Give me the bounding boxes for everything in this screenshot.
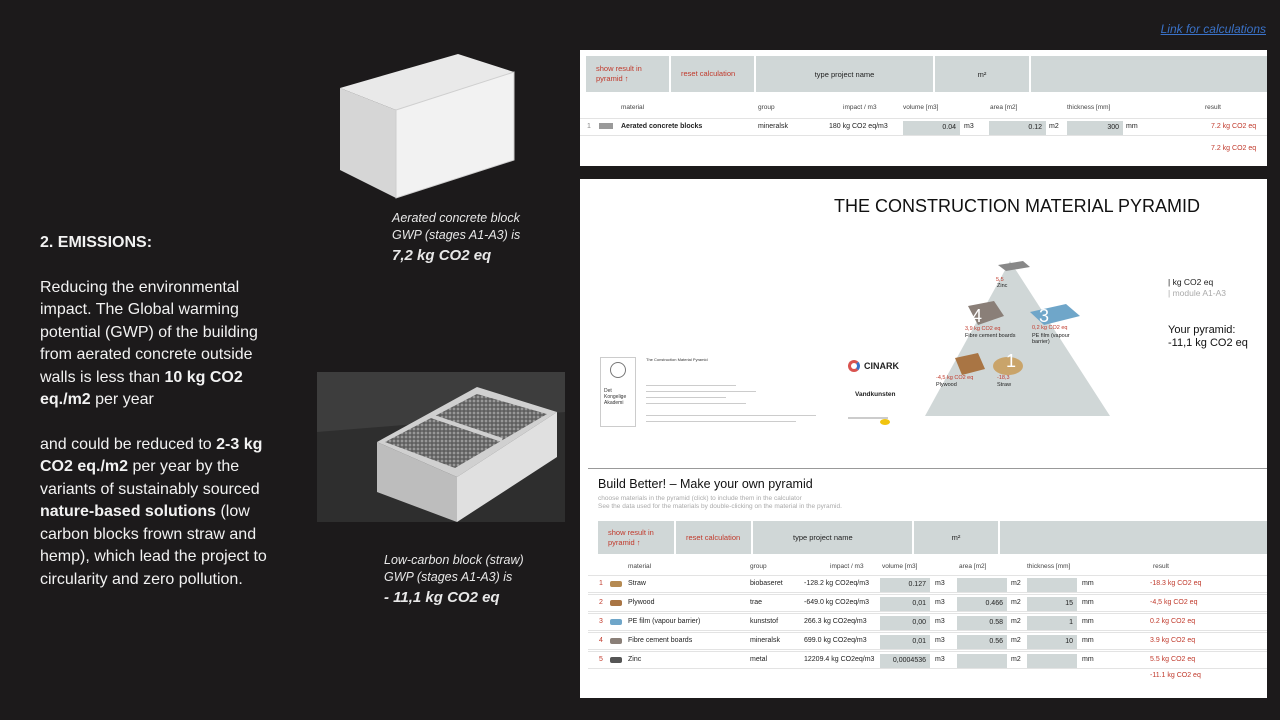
vandkunsten-logo: Vandkunsten <box>855 391 896 398</box>
pyramid-number-3: 3 <box>1039 306 1050 326</box>
area-input[interactable] <box>957 578 1007 592</box>
fibre-cement-label[interactable]: Fibre cement boards <box>965 333 1016 339</box>
straw-label[interactable]: Straw <box>997 382 1012 388</box>
pe-film-label[interactable]: PE film (vapour barrier) <box>1032 333 1070 345</box>
area-input[interactable]: 0.56 <box>957 635 1007 649</box>
material-name[interactable]: Fibre cement boards <box>628 637 693 644</box>
unit-label: m2 <box>1011 580 1021 587</box>
material-pyramid <box>920 259 1115 419</box>
total-result: 7.2 kg CO2 eq <box>1211 145 1257 152</box>
thickness-input[interactable] <box>1027 578 1077 592</box>
straw-block-photo <box>317 372 565 522</box>
table-header: material group impact / m3 volume [m3] area [m2] thickness [mm] result <box>628 563 1169 570</box>
doc-text-line <box>646 421 796 422</box>
material-group: kunststof <box>750 618 779 625</box>
unit-label: m3 <box>935 637 945 644</box>
doc-text-line <box>646 415 816 416</box>
calculator-toolbar <box>598 521 1267 554</box>
unit-label: m2 <box>1011 637 1021 644</box>
paragraph-2: and could be reduced to 2-3 kg CO2 eq./m2 per year by the variants of sustainably sourced nature-based solutions (low carbon blocks frown straw and hemp), which lead the project to circularity and zero pollution. <box>40 435 267 588</box>
unit-display: m² <box>935 56 1029 92</box>
table-row <box>588 651 1267 669</box>
project-name-input[interactable]: type project name <box>756 56 933 92</box>
row-number: 1 <box>599 580 603 587</box>
pyramid-legend: | kg CO2 eq | module A1-A3 <box>1168 277 1226 298</box>
volume-input[interactable]: 0,01 <box>880 597 930 611</box>
row-result: 3.9 kg CO2 eq <box>1150 637 1196 644</box>
academy-document: Det Kongelige Akademi <box>600 357 636 427</box>
material-swatch-icon <box>610 657 622 663</box>
show-result-button[interactable]: show result in pyramid ↑ <box>598 521 674 554</box>
unit-label: m3 <box>935 580 945 587</box>
thickness-input[interactable]: 10 <box>1027 635 1077 649</box>
academy-seal-icon <box>610 362 626 378</box>
zinc-swatch <box>998 261 1030 271</box>
unit-label: m2 <box>1011 656 1021 663</box>
unit-label: mm <box>1082 618 1094 625</box>
zinc-label[interactable]: Zinc <box>997 283 1008 289</box>
volume-input[interactable]: 0.04 <box>903 121 960 135</box>
material-swatch-icon <box>610 581 622 587</box>
project-name-input[interactable]: type project name <box>753 521 912 554</box>
show-result-button[interactable]: show result in pyramid ↑ <box>586 56 669 92</box>
unit-label: mm <box>1082 637 1094 644</box>
cinark-logo: CINARK <box>864 361 899 371</box>
aerated-concrete-block-image <box>338 52 516 200</box>
material-group: metal <box>750 656 768 663</box>
doc-text-line <box>646 391 756 392</box>
row-number: 3 <box>599 618 603 625</box>
doc-text-line <box>646 397 726 398</box>
unit-label: mm <box>1082 599 1094 606</box>
area-input[interactable]: 0.12 <box>989 121 1046 135</box>
area-input[interactable]: 0.58 <box>957 616 1007 630</box>
calculator-toolbar <box>586 56 1267 92</box>
table-row <box>588 575 1267 593</box>
reset-calculation-button[interactable]: reset calculation <box>676 521 751 554</box>
material-impact: -128.2 kg CO2eq/m3 <box>804 580 869 587</box>
paragraph-1: Reducing the environmental impact. The Global warming potential (GWP) of the building from aerated concrete outside walls is less than 10 kg CO2 eq./m2 per year <box>40 278 258 408</box>
document-title: The Construction Material Pyramid <box>646 357 708 362</box>
your-pyramid-result: Your pyramid: -11,1 kg CO2 eq <box>1168 324 1248 349</box>
pyramid-number-4: 4 <box>972 306 983 326</box>
unit-label: mm <box>1082 656 1094 663</box>
section-heading: 2. EMISSIONS: <box>40 234 153 251</box>
calculations-link[interactable]: Link for calculations <box>1160 22 1266 36</box>
row-result: 5.5 kg CO2 eq <box>1150 656 1196 663</box>
row-number: 4 <box>599 637 603 644</box>
table-row <box>588 632 1267 650</box>
table-row: 1 Aerated concrete blocks mineralsk 180 kg CO2 eq/m3 0.04 m3 0.12 m2 300 mm 7.2 kg CO2 eq <box>580 118 1267 136</box>
toolbar-filler <box>1000 521 1267 554</box>
material-name[interactable]: Plywood <box>628 599 655 606</box>
unit-label: m3 <box>935 656 945 663</box>
unit-label: m3 <box>935 599 945 606</box>
pyramid-number-1: 1 <box>1006 351 1017 371</box>
material-impact: 266.3 kg CO2eq/m3 <box>804 618 867 625</box>
material-name[interactable]: PE film (vapour barrier) <box>628 618 701 625</box>
reset-calculation-button[interactable]: reset calculation <box>671 56 754 92</box>
row-result: -18.3 kg CO2 eq <box>1150 580 1202 587</box>
doc-text-line <box>646 403 746 404</box>
material-impact: -649.0 kg CO2eq/m3 <box>804 599 869 606</box>
toolbar-filler <box>1031 56 1267 92</box>
material-impact: 699.0 kg CO2eq/m3 <box>804 637 867 644</box>
build-better-subtitle: choose materials in the pyramid (click) to include them in the calculator See the data used for the materials by double-clicking on the material in the pyramid. <box>598 495 842 510</box>
cinark-logo-icon <box>848 360 860 372</box>
material-name[interactable]: Zinc <box>628 656 642 663</box>
unit-display: m² <box>914 521 998 554</box>
thickness-input[interactable]: 300 <box>1067 121 1123 135</box>
material-group: biobaseret <box>750 580 783 587</box>
row-number: 5 <box>599 656 603 663</box>
table-row <box>588 613 1267 631</box>
material-swatch-icon <box>610 638 622 644</box>
emissions-text <box>40 232 285 613</box>
volume-input[interactable]: 0,01 <box>880 635 930 649</box>
unit-label: mm <box>1082 580 1094 587</box>
material-name[interactable]: Straw <box>628 580 646 587</box>
aerated-calculator-panel <box>580 50 1267 166</box>
material-group: trae <box>750 599 763 606</box>
material-swatch-icon <box>610 600 622 606</box>
plywood-label[interactable]: Plywood <box>936 382 957 388</box>
material-thumbnail <box>599 123 613 129</box>
caption-straw: Low-carbon block (straw) GWP (stages A1-A3) is - 11,1 kg CO2 eq <box>384 553 524 606</box>
row-result: -4,5 kg CO2 eq <box>1150 599 1198 606</box>
material-group: mineralsk <box>750 637 780 644</box>
unit-label: m3 <box>935 618 945 625</box>
caption-aerated: Aerated concrete block GWP (stages A1-A3) is 7,2 kg CO2 eq <box>392 211 521 264</box>
volume-input[interactable]: 0,00 <box>880 616 930 630</box>
unit-label: m2 <box>1011 618 1021 625</box>
table-header: material group impact / m3 volume [m3] area [m2] thickness [mm] result <box>621 104 1221 111</box>
doc-text-line <box>646 385 736 386</box>
volume-input[interactable]: 0,0004536 <box>880 654 930 668</box>
material-swatch-icon <box>610 619 622 625</box>
material-impact: 12209.4 kg CO2eq/m3 <box>804 656 875 663</box>
thickness-input[interactable] <box>1027 654 1077 668</box>
partner-logo-icon <box>880 419 890 425</box>
area-input[interactable]: 0.466 <box>957 597 1007 611</box>
row-result: 0.2 kg CO2 eq <box>1150 618 1196 625</box>
table-row <box>588 594 1267 612</box>
pyramid-title: THE CONSTRUCTION MATERIAL PYRAMID <box>834 196 1201 216</box>
unit-label: m2 <box>1011 599 1021 606</box>
build-better-title: Build Better! – Make your own pyramid <box>598 477 813 491</box>
volume-input[interactable]: 0.127 <box>880 578 930 592</box>
thickness-input[interactable]: 15 <box>1027 597 1077 611</box>
section-divider <box>588 468 1267 469</box>
pyramid-panel: THE CONSTRUCTION MATERIAL PYRAMID Det Kongelige Akademi The Construction Material Pyramid CINARK Vandkunsten Zinc 5,5 3,9 kg CO2 eq Fibre cement boards 0,2 kg CO2 eq PE film (vapour barrier) -4,5 kg CO2 eq Plywood -18,3 Straw 4 3 1 | kg CO2 eq | module A1-A3 Your pyramid: -11,1 kg CO2 eq Build Better! – Make your own pyramid choose materials in the pyramid (click) to include them in the calculator See the data used for the materials by double-clicking on the material in the pyramid. show result in pyramid ↑ reset calculation type project name m² material group impact / m3 volume [m3] area [m2] thickness [mm] result 1 Straw biobaseret -128.2 kg CO2eq/m3 0.127 m3 m2 mm -18.3 kg CO2 eq 2 Plywood trae -649.0 kg CO2eq/m3 0,01 m3 0.466 m2 15 mm -4,5 kg CO2 eq 3 PE film (vapour barrier) kunststof 266.3 kg CO2eq/m3 0,00 m3 0.58 m2 1 mm 0.2 kg CO2 eq 4 Fibre cement boards mineralsk 699.0 kg CO2eq/m3 0,01 m3 0.56 m2 10 mm 3.9 kg CO2 eq 5 Zinc metal 12209.4 kg CO2eq/m3 0,0004536 m3 m2 mm 5.5 kg CO2 eq -11.1 kg CO2 eq <box>580 179 1267 698</box>
total-result: -11.1 kg CO2 eq <box>1150 672 1201 679</box>
area-input[interactable] <box>957 654 1007 668</box>
row-number: 2 <box>599 599 603 606</box>
thickness-input[interactable]: 1 <box>1027 616 1077 630</box>
